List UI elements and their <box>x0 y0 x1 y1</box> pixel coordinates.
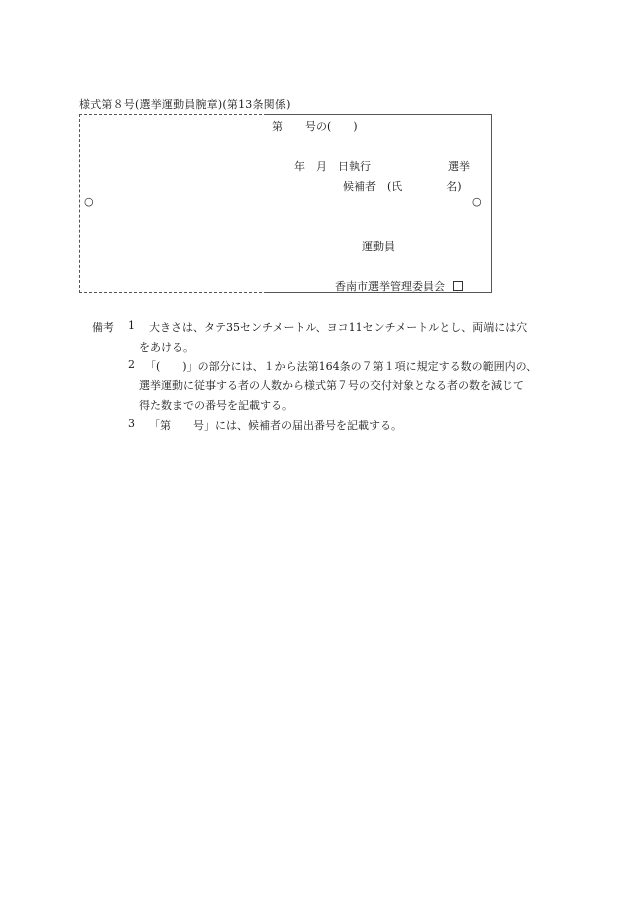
note-1-line-1: 大きさは、タテ35センチメートル、ヨコ11センチメートルとし、両端には穴 <box>149 321 528 334</box>
role-label: 運動員 <box>362 240 395 253</box>
note-2-number: 2 <box>128 358 135 371</box>
right-punch-hole: ○ <box>472 195 482 208</box>
armband-print-area <box>265 114 492 293</box>
issuer-name: 香南市選挙管理委員会 <box>335 280 445 293</box>
note-1-line-2: をあける。 <box>139 341 194 354</box>
election-word: 選挙 <box>448 160 470 173</box>
issuer-line <box>335 278 463 294</box>
note-3-number: 3 <box>128 417 135 430</box>
note-1-number: 1 <box>128 319 135 332</box>
notes-label: 備考 <box>92 321 114 334</box>
note-3-line-1: 「第 号」には、候補者の届出番号を記載する。 <box>149 419 402 432</box>
note-2-line-3: 得た数までの番号を記載する。 <box>139 399 293 412</box>
candidate-line: 候補者 (氏 名) <box>343 180 462 193</box>
date-line: 年 月 日執行 <box>294 160 371 173</box>
note-2-line-2: 選挙運動に従事する者の人数から様式第７号の交付対象となる者の数を減じて <box>139 379 524 392</box>
number-line: 第 号の( ) <box>272 120 358 133</box>
form-title: 様式第８号(選挙運動員腕章)(第13条関係) <box>79 98 291 111</box>
left-punch-hole: ○ <box>84 195 94 208</box>
seal-box <box>453 281 463 291</box>
note-2-line-1: 「( )」の部分には、１から法第164条の７第１項に規定する数の範囲内の、 <box>145 360 538 373</box>
